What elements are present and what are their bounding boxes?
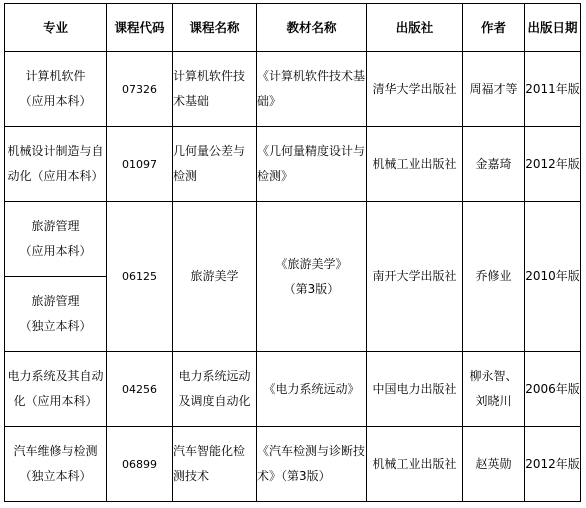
header-major: 专业: [5, 4, 107, 52]
header-textbook: 教材名称: [257, 4, 367, 52]
publisher-cell: 清华大学出版社: [367, 52, 463, 127]
author-line: 柳永智、: [469, 369, 518, 383]
publisher-cell: 中国电力出版社: [367, 352, 463, 427]
author-cell: [463, 202, 525, 352]
course-line: 旅游美学: [190, 269, 239, 283]
textbook-cell: [257, 427, 367, 502]
major-cell: [5, 352, 107, 427]
course-code-cell: 01097: [107, 127, 173, 202]
major-line: 汽车维修与检测: [13, 444, 98, 458]
header-course-code: 课程代码: [107, 4, 173, 52]
course-line: 几何量公差与: [173, 144, 246, 158]
major-cell: [5, 427, 107, 502]
major-cell: [5, 277, 107, 352]
major-cell: [5, 127, 107, 202]
textbook-line: 术》（第3版）: [257, 469, 331, 483]
major-cell: [5, 202, 107, 277]
major-line: 旅游管理: [31, 294, 80, 308]
textbook-line: 《汽车检测与诊断技: [257, 444, 366, 458]
major-line: （应用本科）: [19, 244, 92, 258]
textbook-cell: [257, 127, 367, 202]
course-name-cell: [173, 352, 257, 427]
textbook-line: 《旅游美学》: [275, 256, 348, 271]
major-line: 机械设计制造与自: [7, 144, 104, 158]
author-line: 周福才等: [469, 81, 518, 96]
header-row: [5, 4, 581, 52]
major-cell: [5, 52, 107, 127]
textbook-cell: [257, 52, 367, 127]
publish-date-cell: 2011年版: [525, 52, 581, 127]
textbook-line: （第3版）: [283, 281, 340, 296]
course-line: 计算机软件技: [173, 69, 246, 83]
author-cell: [463, 127, 525, 202]
publish-date-cell: 2006年版: [525, 352, 581, 427]
major-line: 动化（应用本科）: [7, 169, 104, 183]
author-line: 刘晓川: [475, 394, 512, 408]
textbook-cell: [257, 352, 367, 427]
header-author: 作者: [463, 4, 525, 52]
publisher-cell: 南开大学出版社: [367, 202, 463, 352]
author-cell: [463, 52, 525, 127]
author-line: 赵英勋: [475, 456, 512, 471]
major-line: 电力系统及其自动: [7, 369, 104, 383]
textbook-line: 《几何量精度设计与: [257, 144, 366, 158]
major-line: 计算机软件: [25, 69, 86, 83]
publisher-cell: 机械工业出版社: [367, 427, 463, 502]
course-line: 术基础: [173, 94, 210, 108]
major-line: （独立本科）: [19, 469, 92, 483]
course-code-cell: 06125: [107, 202, 173, 352]
publish-date-cell: 2010年版: [525, 202, 581, 352]
course-line: 电力系统远动: [178, 369, 251, 383]
course-code-cell: 04256: [107, 352, 173, 427]
table-row: [5, 127, 581, 202]
publish-date-cell: 2012年版: [525, 127, 581, 202]
major-line: （独立本科）: [19, 319, 92, 333]
major-line: 旅游管理: [31, 219, 80, 233]
course-name-cell: [173, 427, 257, 502]
textbook-line: 《计算机软件技术基: [257, 69, 366, 83]
header-publish-date: 出版日期: [525, 4, 581, 52]
table-row: [5, 427, 581, 502]
course-name-cell: [173, 52, 257, 127]
course-line: 及调度自动化: [178, 394, 251, 408]
textbook-line: 《电力系统远动》: [263, 381, 360, 396]
course-line: 检测: [173, 169, 198, 183]
course-code-cell: 06899: [107, 427, 173, 502]
author-cell: [463, 352, 525, 427]
course-line: 汽车智能化检: [173, 444, 246, 458]
header-course-name: 课程名称: [173, 4, 257, 52]
header-publisher: 出版社: [367, 4, 463, 52]
textbook-cell: [257, 202, 367, 352]
course-code-cell: 07326: [107, 52, 173, 127]
table-row: [5, 352, 581, 427]
course-name-cell: [173, 127, 257, 202]
course-line: 测技术: [173, 469, 210, 483]
textbook-line: 检测》: [257, 169, 294, 183]
table-row: [5, 52, 581, 127]
table-row: [5, 202, 581, 277]
author-cell: [463, 427, 525, 502]
publisher-cell: 机械工业出版社: [367, 127, 463, 202]
textbook-line: 础》: [257, 94, 282, 108]
textbook-table: [4, 3, 581, 502]
major-line: （应用本科）: [19, 94, 92, 108]
course-name-cell: [173, 202, 257, 352]
publish-date-cell: 2012年版: [525, 427, 581, 502]
major-line: 化（应用本科）: [13, 394, 98, 408]
author-line: 乔修业: [475, 269, 512, 283]
author-line: 金嘉琦: [475, 156, 512, 171]
